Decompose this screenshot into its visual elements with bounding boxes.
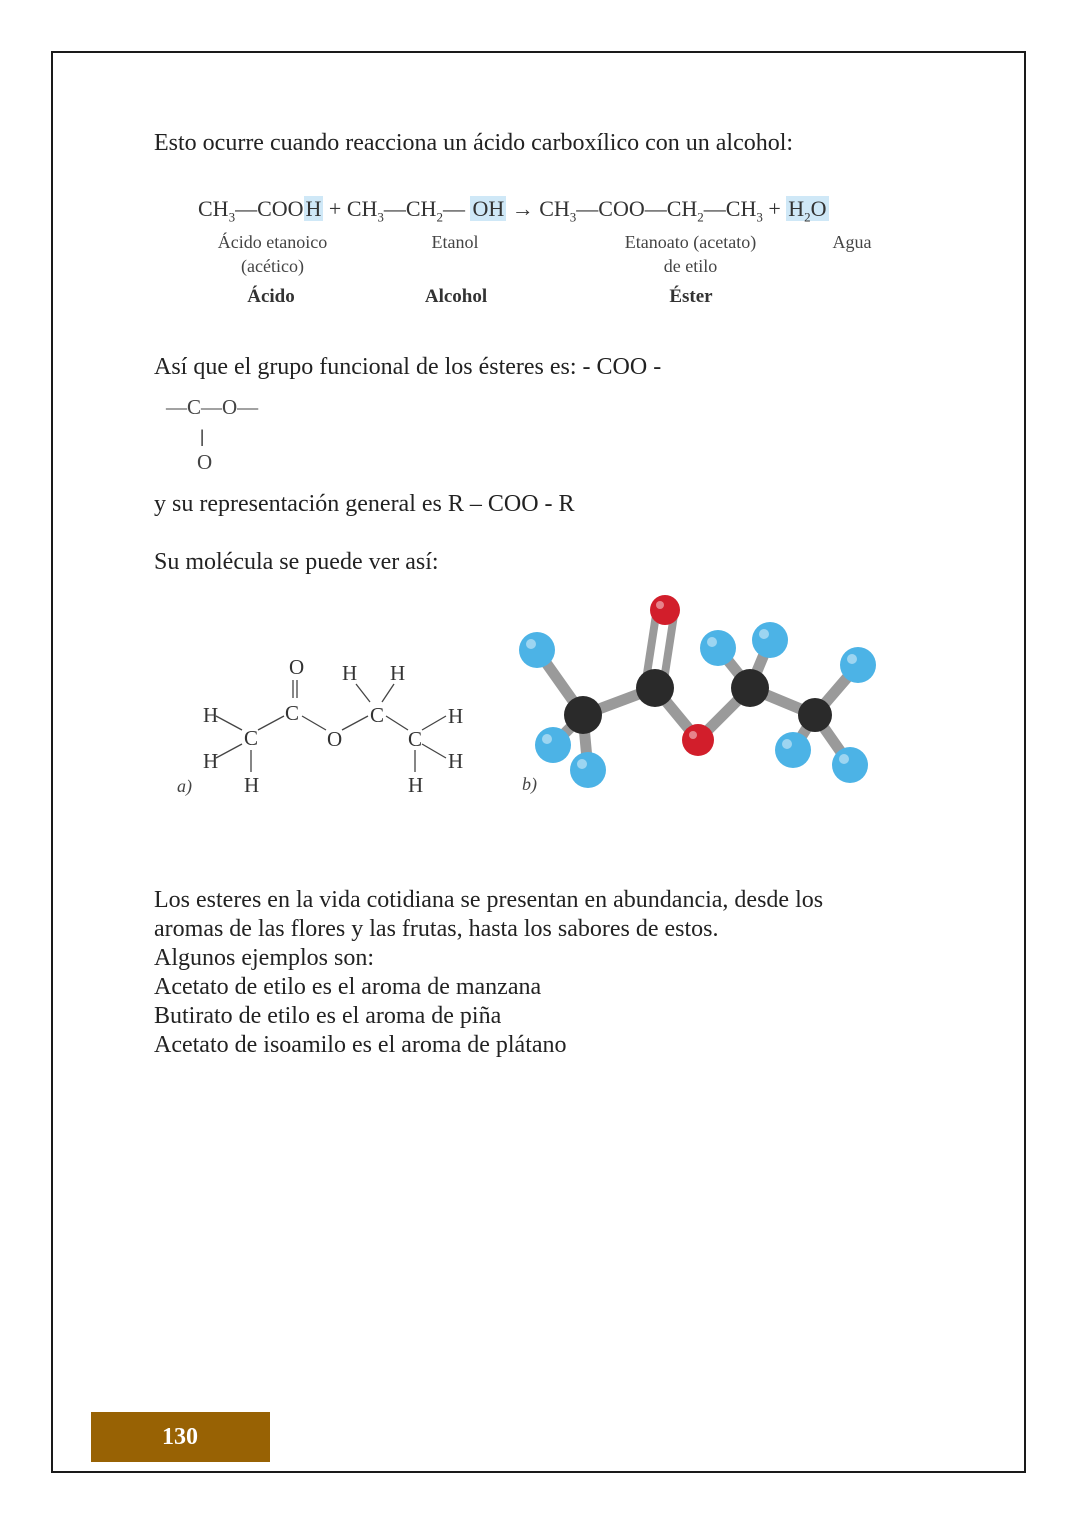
closing-line: Acetato de etilo es el aroma de manzana [154, 974, 542, 1000]
hydrogen-atom [840, 647, 876, 683]
hydrogen-atom [752, 622, 788, 658]
intro-paragraph: Esto ocurre cuando reacciona un ácido carboxílico con un alcohol: [154, 130, 794, 156]
oxygen-atom [650, 595, 680, 625]
reaction-equation: $CH_3—COOH$ + $CH_3—CH_2—$ OH → $CH_3—COO—CH_2—CH_3 + H_2O$ [198, 196, 827, 225]
svg-text:C: C [370, 703, 385, 727]
closing-line: Los esteres en la vida cotidiana se presentan en abundancia, desde los [154, 887, 824, 913]
svg-text:H: H [203, 703, 219, 727]
functional-group-formula: —C—O— || O [166, 395, 259, 474]
svg-text:H: H [244, 773, 260, 797]
figure-label-a: a) [177, 776, 192, 796]
svg-text:O: O [327, 727, 343, 751]
hydrogen-atom [832, 747, 868, 783]
svg-text:C: C [408, 727, 423, 751]
svg-text:H: H [408, 773, 424, 797]
molecule-intro-paragraph: Su molécula se puede ver así: [154, 549, 439, 575]
carbon-atom [798, 698, 832, 732]
closing-paragraph [154, 886, 823, 1060]
svg-text:C: C [244, 726, 259, 750]
closing-line: Acetato de isoamilo es el aroma de plátano [154, 1032, 567, 1058]
carbon-atom [731, 669, 769, 707]
closing-line: aromas de las flores y las frutas, hasta los sabores de estos. [154, 916, 719, 942]
hydrogen-atom [519, 632, 555, 668]
hydrogen-atom [535, 727, 571, 763]
figure-label-b: b) [522, 774, 537, 794]
svg-text:H: H [448, 704, 464, 728]
carbon-atom [564, 696, 602, 734]
svg-text:H: H [390, 661, 406, 685]
page-number: 130 [91, 1412, 270, 1462]
svg-text:O: O [289, 655, 305, 679]
carbon-atom [636, 669, 674, 707]
closing-line: Butirato de etilo es el aroma de piña [154, 1003, 502, 1029]
functional-group-paragraph: Así que el grupo funcional de los ésteres es: - COO - [154, 354, 662, 380]
label-ester: Etanoato (acetato) de etilo [624, 232, 757, 276]
ball-and-stick-figure [510, 590, 890, 805]
structural-formula-figure [170, 650, 490, 805]
svg-text:H: H [203, 749, 219, 773]
hydrogen-atom [570, 752, 606, 788]
oxygen-atom [682, 724, 714, 756]
general-representation-paragraph: y su representación general es R – COO - R [154, 491, 575, 517]
label-acid: Ácido etanoico (acético) [217, 232, 328, 276]
class-alcohol: Alcohol [424, 286, 488, 307]
class-ester: Éster [669, 286, 713, 307]
svg-text:H: H [448, 749, 464, 773]
svg-text:C: C [285, 701, 300, 725]
class-acid: Ácido [247, 286, 295, 307]
hydrogen-atom [775, 732, 811, 768]
svg-text:H: H [342, 661, 358, 685]
hydrogen-atom [700, 630, 736, 666]
label-water: Agua [832, 232, 872, 252]
label-alcohol: Etanol [431, 232, 479, 252]
closing-line: Algunos ejemplos son: [154, 945, 374, 971]
